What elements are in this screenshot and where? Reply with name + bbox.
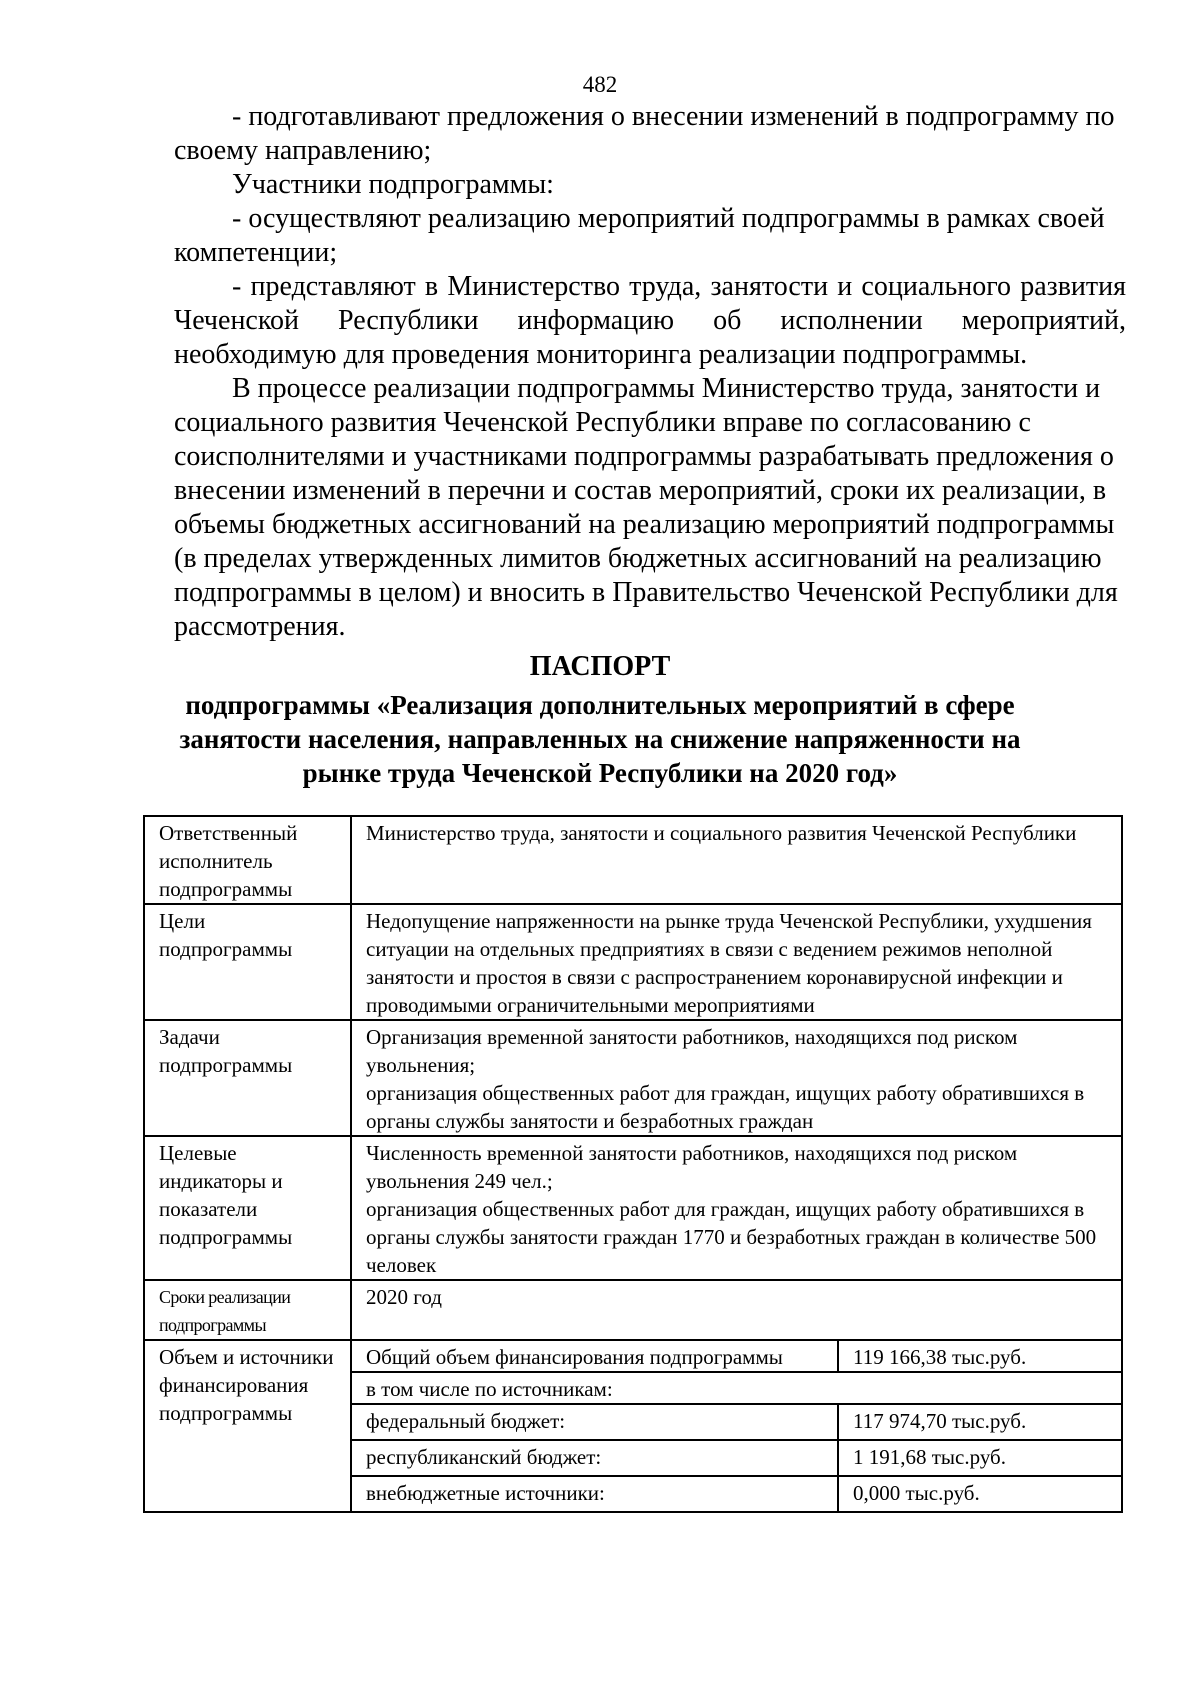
tasks-line-2: организация общественных работ для граждан, ищущих работу обратившихся в органы службы занятости и безработных граждан [366, 1081, 1085, 1133]
label-funding: Объем и источники финансирования подпрограммы [144, 1340, 351, 1512]
table-row-responsible [144, 816, 1122, 904]
funding-extra-label: внебюджетные источники: [351, 1476, 838, 1512]
value-indicators [351, 1136, 1122, 1280]
label-goals: Цели подпрограммы [144, 904, 351, 1020]
funding-federal-value: 117 974,70 тыс.руб. [838, 1404, 1122, 1440]
indicators-line-1: Численность временной занятости работников, находящихся под риском увольнения 249 чел.; [366, 1141, 1018, 1193]
paragraph-proposals: - подготавливают предложения о внесении изменений в подпрограмму по своему направлению; [174, 101, 1115, 166]
funding-sources-label: в том числе по источникам: [351, 1372, 1122, 1404]
table-row-indicators [144, 1136, 1122, 1280]
paragraph-participants-report: - представляют в Министерство труда, занятости и социального развития Чеченской Республики информацию об исполнении мероприятий, необходимую для проведения мониторинга реализации подпрограммы. [174, 271, 1126, 370]
table-row-funding-total [144, 1340, 1122, 1372]
value-responsible: Министерство труда, занятости и социального развития Чеченской Республики [351, 816, 1122, 904]
value-terms: 2020 год [351, 1280, 1122, 1340]
indicators-line-2: организация общественных работ для граждан, ищущих работу обратившихся в органы службы занятости граждан 1770 и безработных граждан в количестве 500 человек [366, 1197, 1097, 1277]
paragraph-changes-process: В процессе реализации подпрограммы Министерство труда, занятости и социального развития Чеченской Республики вправе по согласованию с соисполнителями и участниками подпрограммы разрабатывать предложения о внесении изменений в перечни и состав мероприятий, сроки их реализации, в объемы бюджетных ассигнований на реализацию мероприятий подпрограммы (в пределах утвержденных лимитов бюджетных ассигнований на реализацию подпрограммы в целом) и вносить в Правительство Чеченской Республики для рассмотрения. [174, 373, 1118, 642]
passport-title: ПАСПОРТ [529, 651, 671, 682]
page-number: 482 [582, 72, 618, 97]
table-row-terms [144, 1280, 1122, 1340]
label-tasks: Задачи подпрограммы [144, 1020, 351, 1136]
tasks-line-1: Организация временной занятости работников, находящихся под риском увольнения; [366, 1025, 1018, 1077]
body-text [174, 100, 1126, 644]
value-tasks [351, 1020, 1122, 1136]
passport-table [143, 815, 1123, 1513]
passport-subtitle: подпрограммы «Реализация дополнительных мероприятий в сфере занятости населения, направленных на снижение напряженности на рынке труда Чеченской Республики на 2020 год» [179, 690, 1021, 788]
funding-total-label: Общий объем финансирования подпрограммы [351, 1340, 838, 1372]
paragraph-participants-implement: - осуществляют реализацию мероприятий подпрограммы в рамках своей компетенции; [174, 203, 1105, 268]
table-row-goals [144, 904, 1122, 1020]
funding-federal-label: федеральный бюджет: [351, 1404, 838, 1440]
paragraph-participants-heading: Участники подпрограммы: [232, 169, 554, 200]
funding-total-value: 119 166,38 тыс.руб. [838, 1340, 1122, 1372]
label-responsible: Ответственный исполнитель подпрограммы [144, 816, 351, 904]
label-terms: Сроки реализации подпрограммы [144, 1280, 351, 1340]
funding-extra-value: 0,000 тыс.руб. [838, 1476, 1122, 1512]
funding-republic-value: 1 191,68 тыс.руб. [838, 1440, 1122, 1476]
funding-republic-label: республиканский бюджет: [351, 1440, 838, 1476]
table-row-tasks [144, 1020, 1122, 1136]
value-goals: Недопущение напряженности на рынке труда Чеченской Республики, ухудшения ситуации на отдельных предприятиях в связи с ведением режимов неполной занятости и простоя в связи с распространением коронавирусной инфекции и проводимыми ограничительными мероприятиями [351, 904, 1122, 1020]
label-indicators: Целевые индикаторы и показатели подпрограммы [144, 1136, 351, 1280]
